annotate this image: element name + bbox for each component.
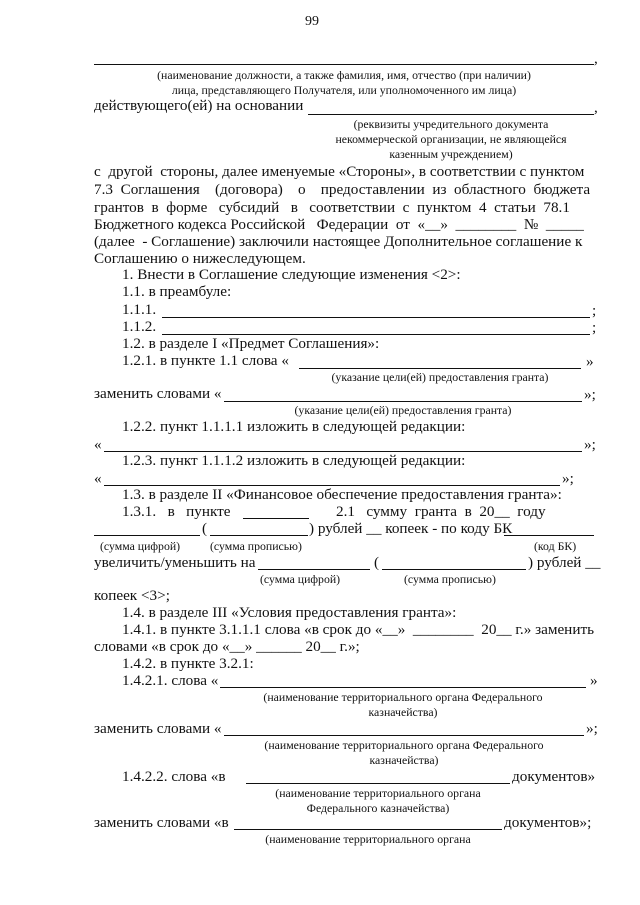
caption: (наименование территориального органа <box>265 832 471 846</box>
caption: (наименование территориального органа Федерального <box>263 690 543 704</box>
text: 1.1. в преамбуле: <box>122 283 232 300</box>
text: 1.4. в разделе III «Условия предоставления гранта»: <box>122 604 457 621</box>
text: (далее - Соглашение) заключили настоящее Дополнительное соглашение к <box>94 233 583 250</box>
caption: (сумма прописью) <box>404 572 496 586</box>
text: « <box>94 470 102 487</box>
text: 1.2. в разделе I «Предмет Соглашения»: <box>122 335 380 352</box>
text: 1.1.1. <box>122 301 157 318</box>
text: 1.2.3. пункт 1.1.1.2 изложить в следующей редакции: <box>122 452 466 469</box>
caption: лица, представляющего Получателя, или уполномоченного им лица) <box>171 83 517 97</box>
text: грантов в форме субсидий в соответствии с пунктом 4 статьи 78.1 <box>94 199 570 216</box>
text: заменить словами « <box>94 720 222 737</box>
text: »; <box>562 470 574 487</box>
text: »; <box>584 386 596 403</box>
caption: (реквизиты учредительного документа <box>353 117 549 131</box>
text: ; <box>592 302 597 319</box>
text: »; <box>586 720 598 737</box>
text: 1.4.1. в пункте 3.1.1.1 слова «в срок до «__» ________ 20__ г.» заменить <box>122 621 595 638</box>
text: » <box>586 353 594 370</box>
text: ( <box>374 554 380 571</box>
text: 1.4.2.1. слова « <box>122 672 219 689</box>
text: 1.1.2. <box>122 318 157 335</box>
text: 1. Внести в Соглашение следующие изменения <2>: <box>122 266 461 283</box>
fill-line <box>224 401 582 402</box>
text: ) рублей __ копеек - по коду БК <box>309 520 513 537</box>
caption: (сумма цифрой) <box>100 539 181 553</box>
text: Соглашению о нижеследующем. <box>94 250 306 267</box>
text: документов» <box>512 768 596 785</box>
caption: (код БК) <box>534 539 577 553</box>
text: ; <box>592 319 597 336</box>
fill-line <box>94 64 594 65</box>
text: ( <box>202 520 208 537</box>
caption: (сумма цифрой) <box>260 572 341 586</box>
text: с другой стороны, далее именуемые «Стороны», в соответствии с пунктом <box>94 163 585 180</box>
caption: (наименование должности, а также фамилия, имя, отчество (при наличии) <box>157 68 531 82</box>
text: 1.2.1. в пункте 1.1 слова « <box>122 352 289 369</box>
text: словами «в срок до «__» ______ 20__ г.»; <box>94 638 360 655</box>
text: действующего(ей) на основании <box>94 97 304 114</box>
caption: (наименование территориального органа Федерального <box>264 738 544 752</box>
caption: (сумма прописью) <box>210 539 302 553</box>
fill-line <box>299 368 581 369</box>
caption: казначейства) <box>369 753 439 767</box>
fill-line <box>258 569 370 570</box>
text: документов»; <box>504 814 592 831</box>
caption: некоммерческой организации, не являющейся <box>335 132 567 146</box>
text: 2.1 сумму гранта в 20__ году <box>336 503 546 520</box>
text: , <box>594 99 598 116</box>
text: увеличить/уменьшить на <box>94 554 256 571</box>
text: 7.3 Соглашения (договора) о предоставлении из областного бюджета <box>94 181 591 198</box>
fill-line <box>234 829 502 830</box>
text: »; <box>584 436 596 453</box>
fill-line <box>94 535 200 536</box>
text: » <box>590 672 598 689</box>
fill-line <box>210 535 308 536</box>
fill-line <box>382 569 526 570</box>
caption: (наименование территориального органа <box>275 786 481 800</box>
fill-line <box>220 687 586 688</box>
caption: казенным учреждением) <box>389 147 513 161</box>
text: 1.4.2.2. слова «в <box>122 768 226 785</box>
text: 1.4.2. в пункте 3.2.1: <box>122 655 254 672</box>
text: ) рублей __ <box>528 554 601 571</box>
text: Бюджетного кодекса Российской Федерации от «__» ________ № _____ <box>94 216 584 233</box>
caption: казначейства) <box>368 705 438 719</box>
fill-line <box>243 518 309 519</box>
text: 1.3.1. в пункте <box>122 503 231 520</box>
text: 1.3. в разделе II «Финансовое обеспечение предоставления гранта»: <box>122 486 562 503</box>
fill-line <box>308 114 594 115</box>
fill-line <box>224 735 584 736</box>
caption: Федерального казначейства) <box>306 801 450 815</box>
fill-line <box>246 783 510 784</box>
text: заменить словами «в <box>94 814 229 831</box>
fill-line <box>504 535 594 536</box>
caption: (указание цели(ей) предоставления гранта) <box>294 403 512 417</box>
caption: (указание цели(ей) предоставления гранта) <box>331 370 549 384</box>
fill-line <box>162 317 590 318</box>
text: копеек <3>; <box>94 587 170 604</box>
page-number: 99 <box>305 14 319 29</box>
text: « <box>94 436 102 453</box>
text: заменить словами « <box>94 385 222 402</box>
text: , <box>594 50 598 67</box>
text: 1.2.2. пункт 1.1.1.1 изложить в следующей редакции: <box>122 418 466 435</box>
